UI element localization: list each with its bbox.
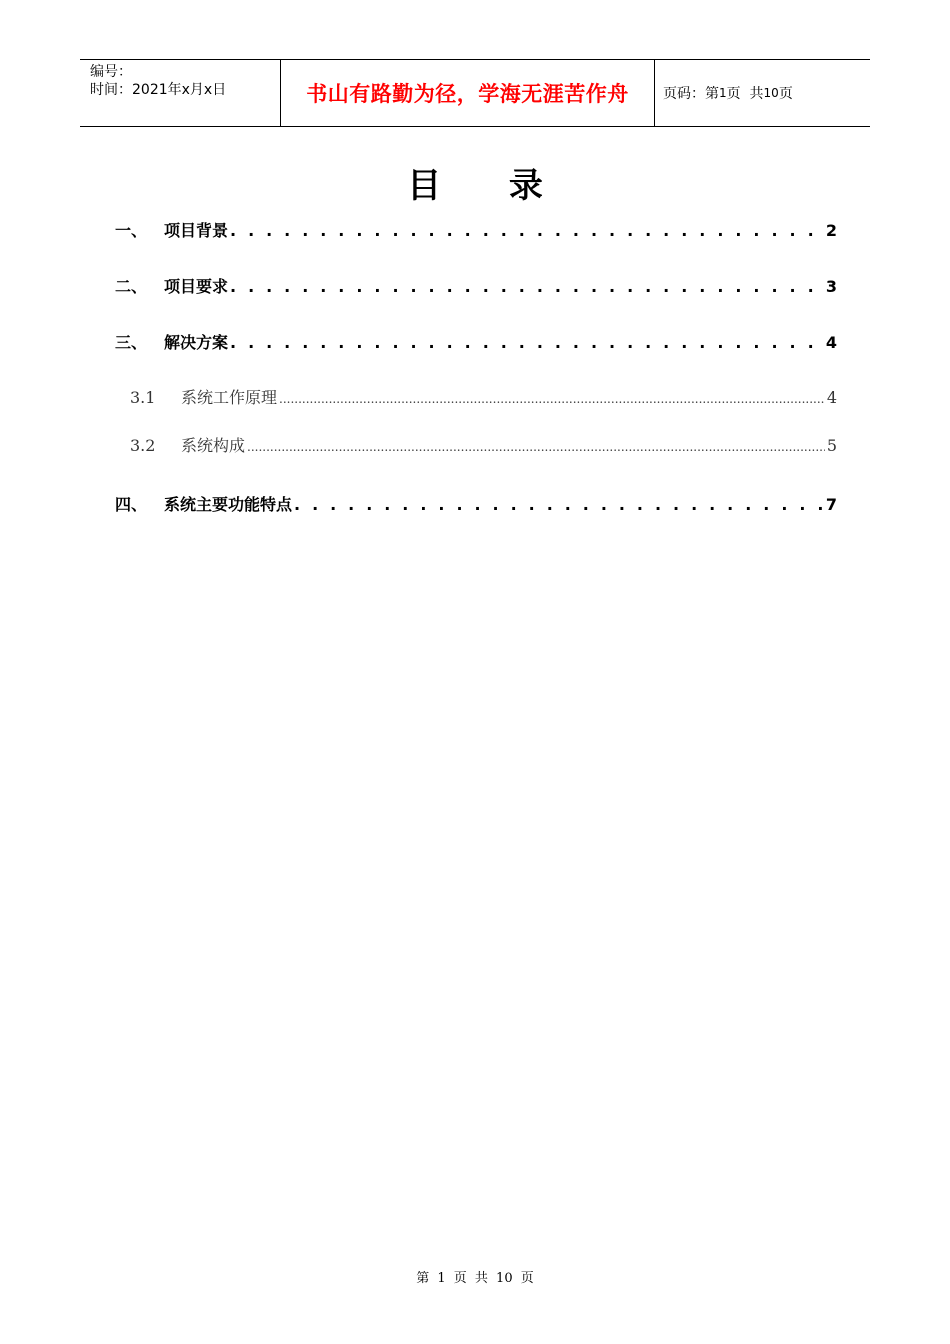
page-footer: 第 1 页 共 10 页 bbox=[416, 1271, 534, 1286]
toc-entry-number: 二、 bbox=[115, 277, 148, 296]
document-time: 时间：2021年x月x日 bbox=[90, 82, 227, 98]
page-suffix: 页 bbox=[778, 86, 793, 102]
header-motto: 书山有路勤为径，学海无涯苦作舟 bbox=[306, 82, 629, 106]
toc-entry-page: 4 bbox=[825, 333, 837, 352]
toc-dot-leader bbox=[230, 333, 824, 352]
toc-entry[interactable] bbox=[115, 330, 837, 353]
toc-entry-label: 解决方案 bbox=[164, 333, 229, 352]
toc-entry-label: 系统构成 bbox=[181, 436, 246, 455]
toc-entry-label: 项目要求 bbox=[164, 277, 229, 296]
toc-entry-label: 系统工作原理 bbox=[181, 388, 278, 407]
toc-entry-number: 三、 bbox=[115, 333, 148, 352]
toc-entry-page: 3 bbox=[825, 277, 837, 296]
toc-dot-leader bbox=[247, 440, 825, 454]
toc-subentry[interactable] bbox=[130, 433, 837, 456]
header-meta-cell bbox=[80, 60, 281, 126]
toc-entry-page: 2 bbox=[825, 221, 837, 240]
toc-entry-page: 5 bbox=[826, 436, 837, 455]
page-header bbox=[80, 59, 870, 127]
toc-dot-leader bbox=[230, 277, 824, 296]
toc-entry[interactable] bbox=[115, 274, 837, 297]
toc-entry-number: 一、 bbox=[115, 221, 148, 240]
toc-title: 目 录 bbox=[407, 166, 571, 206]
toc-dot-leader bbox=[279, 392, 825, 406]
header-motto-cell bbox=[281, 60, 655, 126]
toc-entry-number: 3.2 bbox=[130, 436, 156, 455]
toc-entry[interactable] bbox=[115, 218, 837, 241]
toc-subentry[interactable] bbox=[130, 385, 837, 408]
toc-dot-leader bbox=[230, 221, 824, 240]
toc-entry-page: 7 bbox=[825, 495, 837, 514]
document-number: 编号： bbox=[90, 64, 132, 80]
toc-entry-label: 项目背景 bbox=[164, 221, 229, 240]
toc-dot-leader bbox=[294, 495, 824, 514]
page-mid: 页 共 bbox=[726, 86, 764, 102]
toc-entry-number: 3.1 bbox=[130, 388, 156, 407]
page-total: 10 bbox=[763, 86, 779, 100]
page-current: 1 bbox=[719, 86, 727, 100]
toc-entry[interactable] bbox=[115, 492, 837, 515]
page-prefix: 页码：第 bbox=[663, 86, 719, 102]
toc-entry-number: 四、 bbox=[115, 495, 148, 514]
header-page-cell bbox=[655, 60, 870, 126]
toc-entry-label: 系统主要功能特点 bbox=[164, 495, 293, 514]
toc-entry-page: 4 bbox=[826, 388, 837, 407]
